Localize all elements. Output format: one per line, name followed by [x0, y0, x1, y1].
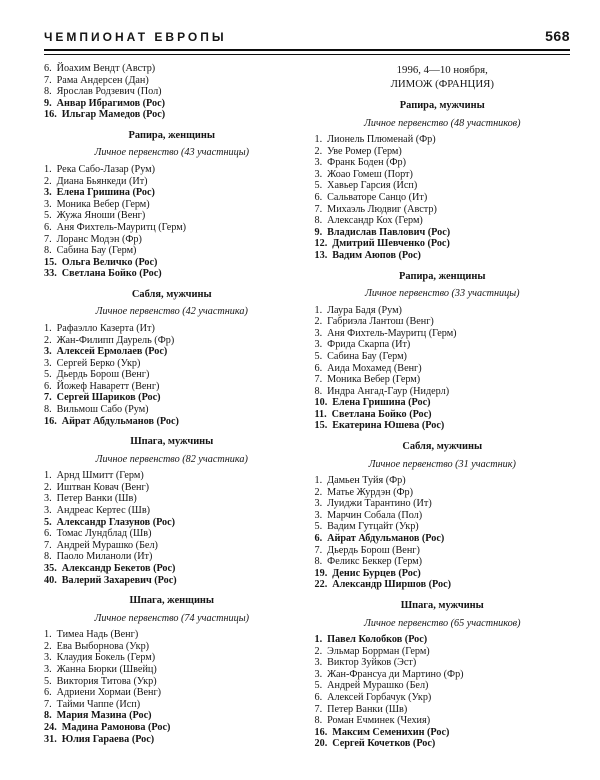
item-name: Елена Гришина (Рос) — [56, 187, 155, 199]
item-rank: 8. — [44, 551, 52, 563]
result-list — [315, 475, 571, 591]
item-rank: 3. — [44, 198, 52, 210]
item-rank: 3. — [44, 187, 52, 199]
section-subheading: Личное первенство (42 участника) — [95, 306, 248, 318]
dateline-line: 1996, 4—10 ноября, — [396, 64, 488, 76]
item-rank: 15. — [314, 420, 328, 432]
item-name: Жанна Бюрки (Швейц) — [56, 663, 157, 675]
item-name: Йожеф Наваретт (Венг) — [56, 380, 160, 392]
list-item — [44, 687, 300, 699]
list-item — [315, 634, 571, 646]
item-rank: 35. — [44, 563, 57, 574]
item-name: Фрида Скарпа (Ит) — [327, 339, 411, 351]
item-rank: 20. — [314, 738, 328, 750]
item-rank: 2. — [314, 316, 323, 328]
item-rank: 5. — [44, 210, 52, 222]
item-rank: 7. — [44, 698, 52, 710]
dateline-line: ЛИМОЖ (ФРАНЦИЯ) — [390, 77, 494, 90]
item-name: Моника Вебер (Герм) — [56, 198, 150, 210]
item-rank: 3. — [44, 346, 52, 358]
list-item — [315, 339, 571, 351]
item-name: Хавьер Гарсия (Исп) — [327, 180, 418, 192]
section-subheading: Личное первенство (65 участников) — [364, 617, 521, 629]
result-list — [44, 323, 300, 427]
item-rank: 5. — [44, 516, 52, 528]
item-rank: 3. — [44, 505, 52, 517]
item-name: Роман Ечминек (Чехия) — [327, 715, 431, 727]
item-name: Моника Вебер (Герм) — [327, 374, 421, 386]
list-item — [315, 475, 571, 487]
item-rank: 2. — [44, 175, 52, 187]
section-heading: Сабля, мужчины — [402, 441, 483, 453]
list-item — [315, 579, 571, 591]
list-item — [44, 676, 300, 688]
list-item — [44, 164, 300, 176]
item-rank: 1. — [314, 634, 323, 645]
result-list — [44, 629, 300, 745]
item-rank: 5. — [314, 680, 323, 692]
item-name: Ева Выборнова (Укр) — [56, 640, 150, 652]
list-item — [315, 545, 571, 557]
item-rank: 6. — [314, 533, 323, 545]
item-name: Йоахим Вендт (Австр) — [56, 63, 156, 74]
item-name: Вильмош Сабо (Рум) — [56, 404, 149, 416]
list-item — [315, 556, 571, 568]
list-item — [315, 169, 571, 181]
item-name: Уве Ромер (Герм) — [327, 145, 402, 157]
item-rank: 7. — [314, 703, 323, 715]
item-name: Диана Бьянкеди (Ит) — [56, 175, 148, 187]
item-rank: 2. — [314, 145, 323, 157]
item-name: Габриэла Лантош (Венг) — [327, 316, 434, 328]
item-name: Марчин Собала (Пол) — [327, 509, 423, 521]
list-item — [315, 157, 571, 169]
list-item — [315, 397, 571, 409]
list-item — [315, 227, 571, 239]
list-item — [315, 487, 571, 499]
list-item — [315, 646, 571, 658]
item-rank: 6. — [44, 687, 52, 699]
list-item — [315, 657, 571, 669]
item-name: Лаура Бадя (Рум) — [327, 304, 402, 316]
item-name: Сальваторе Санцо (Ит) — [327, 191, 428, 203]
item-name: Арнд Шмитт (Герм) — [56, 470, 144, 482]
item-name: Павел Колобков (Рос) — [327, 634, 428, 645]
section-heading: Шпага, мужчины — [130, 436, 214, 448]
item-name: Ильгар Мамедов (Рос) — [61, 109, 166, 121]
list-item — [315, 521, 571, 533]
item-rank: 8. — [314, 215, 323, 227]
item-name: Айрат Абдульманов (Рос) — [61, 415, 179, 427]
list-item — [315, 715, 571, 727]
item-name: Вадим Гутцайт (Укр) — [327, 521, 419, 533]
list-item — [44, 416, 300, 428]
section-heading: Рапира, женщины — [399, 270, 486, 282]
item-name: Вадим Аюпов (Рос) — [332, 249, 421, 261]
item-rank: 3. — [314, 509, 323, 521]
item-rank: 3. — [314, 657, 323, 669]
item-name: Андрей Мурашко (Бел) — [56, 539, 158, 551]
item-name: Луиджи Тарантино (Ит) — [327, 498, 432, 510]
list-item — [315, 134, 571, 146]
list-item — [315, 374, 571, 386]
content-columns — [44, 63, 570, 750]
item-rank: 2. — [44, 640, 52, 652]
item-name: Виктория Титова (Укр) — [56, 675, 157, 687]
chapter-title: ЧЕМПИОНАТ ЕВРОПЫ — [44, 30, 227, 44]
page-number: 568 — [545, 28, 570, 44]
list-item — [315, 568, 571, 580]
list-item — [315, 669, 571, 681]
result-list — [315, 634, 571, 750]
item-name: Жан-Франсуа ди Мартино (Фр) — [327, 668, 464, 680]
item-rank: 3. — [314, 168, 323, 180]
item-name: Мария Мазина (Рос) — [56, 710, 152, 722]
list-item — [315, 180, 571, 192]
list-item — [44, 664, 300, 676]
item-name: Лоранс Модэн (Фр) — [56, 233, 142, 245]
list-item — [315, 250, 571, 262]
item-name: Аня Фихтель-Мауритц (Герм) — [56, 221, 187, 233]
item-name: Виктор Зуйков (Эст) — [327, 657, 417, 669]
item-name: Сергей Берко (Укр) — [56, 357, 141, 369]
item-name: Паоло Миланоли (Ит) — [56, 551, 153, 563]
item-rank: 6. — [314, 362, 323, 374]
item-name: Александр Глазунов (Рос) — [56, 516, 176, 528]
list-item — [44, 75, 300, 87]
page-header — [44, 28, 570, 49]
list-item — [44, 381, 300, 393]
list-item — [315, 680, 571, 692]
section-heading: Шпага, мужчины — [400, 600, 484, 611]
item-rank: 40. — [44, 574, 57, 586]
item-rank: 1. — [44, 629, 52, 641]
item-name: Лионель Плюменай (Фр) — [327, 134, 436, 145]
item-rank: 8. — [314, 715, 323, 727]
item-name: Алексей Ермолаев (Рос) — [56, 346, 168, 358]
list-item — [315, 328, 571, 340]
item-name: Александр Кох (Герм) — [327, 215, 423, 227]
item-name: Дьердь Борош (Венг) — [56, 369, 150, 381]
item-name: Адриени Хормаи (Венг) — [56, 687, 162, 699]
column-left — [44, 63, 300, 750]
item-rank: 9. — [314, 226, 323, 238]
item-name: Рафаэлло Казерта (Ит) — [56, 322, 155, 334]
section-heading: Рапира, мужчины — [399, 100, 485, 111]
list-item — [315, 204, 571, 216]
list-item — [44, 176, 300, 188]
item-name: Айрат Абдульманов (Рос) — [327, 533, 445, 545]
item-rank: 2. — [44, 481, 52, 493]
item-name: Ярослав Родзевич (Пол) — [56, 86, 162, 98]
list-item — [315, 146, 571, 158]
item-rank: 3. — [314, 339, 323, 351]
list-item — [44, 358, 300, 370]
item-rank: 8. — [44, 710, 52, 722]
section-heading: Сабля, мужчины — [131, 288, 212, 300]
section-subheading: Личное первенство (74 участницы) — [94, 612, 250, 624]
item-name: Алексей Горбачук (Укр) — [327, 691, 432, 703]
item-rank: 8. — [44, 245, 52, 257]
section-subheading: Личное первенство (31 участник) — [368, 458, 516, 470]
item-name: Сергей Кочетков (Рос) — [332, 738, 436, 750]
result-list — [44, 470, 300, 586]
item-rank: 22. — [314, 579, 328, 591]
list-item — [44, 404, 300, 416]
item-name: Жужа Яноши (Венг) — [56, 210, 146, 222]
list-item — [44, 369, 300, 381]
list-item — [315, 727, 571, 739]
item-rank: 16. — [44, 109, 57, 121]
item-rank: 1. — [44, 163, 52, 175]
section-heading: Рапира, женщины — [128, 129, 215, 141]
item-rank: 6. — [314, 691, 323, 703]
item-name: Светлана Бойко (Рос) — [331, 408, 432, 420]
item-name: Валерий Захаревич (Рос) — [61, 574, 177, 586]
item-rank: 15. — [44, 256, 57, 268]
item-name: Мадина Рамонова (Рос) — [61, 721, 171, 733]
item-rank: 3. — [44, 357, 52, 369]
item-rank: 5. — [44, 675, 52, 687]
item-rank: 7. — [44, 392, 52, 404]
item-name: Светлана Бойко (Рос) — [61, 268, 162, 280]
item-name: Екатерина Юшева (Рос) — [332, 420, 445, 432]
item-rank: 31. — [44, 733, 57, 745]
list-item — [315, 420, 571, 432]
item-rank: 3. — [44, 493, 52, 505]
list-item — [44, 734, 300, 746]
list-item — [44, 210, 300, 222]
item-rank: 1. — [44, 322, 52, 334]
item-rank: 5. — [314, 521, 323, 533]
list-item — [44, 268, 300, 280]
item-rank: 5. — [314, 180, 323, 192]
section-subheading: Личное первенство (48 участников) — [364, 117, 521, 129]
item-rank: 9. — [44, 97, 52, 109]
list-item — [315, 533, 571, 545]
item-rank: 33. — [44, 268, 57, 280]
list-item — [44, 86, 300, 98]
list-item — [44, 575, 300, 587]
item-rank: 7. — [44, 539, 52, 551]
list-item — [44, 652, 300, 664]
item-name: Тимеа Надь (Венг) — [56, 629, 139, 641]
item-rank: 2. — [44, 334, 52, 346]
item-rank: 13. — [314, 249, 328, 261]
item-name: Тайми Чаппе (Исп) — [56, 698, 141, 710]
header-rule — [44, 49, 570, 55]
list-item — [44, 392, 300, 404]
item-rank: 8. — [44, 404, 52, 416]
list-item — [44, 470, 300, 482]
result-list — [44, 63, 300, 121]
item-rank: 16. — [314, 726, 328, 738]
list-item — [315, 704, 571, 716]
item-name: Александр Бекетов (Рос) — [61, 563, 176, 574]
item-name: Томас Лундблад (Шв) — [56, 528, 152, 540]
list-item — [44, 323, 300, 335]
item-rank: 16. — [44, 415, 57, 427]
result-list — [44, 164, 300, 280]
result-list — [315, 134, 571, 262]
item-name: Юлия Гараева (Рос) — [61, 733, 155, 745]
event-dateline — [315, 64, 571, 91]
list-item — [44, 482, 300, 494]
list-item — [44, 710, 300, 722]
item-name: Франк Боден (Фр) — [327, 157, 407, 169]
item-rank: 1. — [44, 470, 52, 482]
item-name: Индра Ангад-Гаур (Нидерл) — [327, 385, 450, 397]
list-item — [44, 63, 300, 75]
list-item — [315, 215, 571, 227]
item-rank: 3. — [314, 157, 323, 169]
item-name: Александр Ширшов (Рос) — [332, 579, 452, 591]
item-rank: 3. — [314, 668, 323, 680]
column-right — [315, 63, 571, 750]
item-rank: 8. — [314, 385, 323, 397]
item-rank: 8. — [44, 86, 52, 98]
item-rank: 3. — [314, 327, 323, 339]
item-rank: 2. — [314, 645, 323, 657]
item-name: Дамьен Туйя (Фр) — [327, 475, 406, 487]
list-item — [44, 722, 300, 734]
item-name: Феликс Беккер (Герм) — [327, 556, 422, 568]
item-name: Петер Ванки (Шв) — [327, 703, 408, 715]
item-rank: 3. — [314, 498, 323, 510]
list-item — [44, 641, 300, 653]
item-rank: 19. — [314, 567, 328, 579]
item-name: Жоао Гомеш (Порт) — [327, 168, 413, 180]
item-rank: 6. — [44, 221, 52, 233]
list-item — [44, 540, 300, 552]
item-rank: 7. — [44, 233, 52, 245]
item-rank: 7. — [44, 74, 52, 86]
item-rank: 7. — [314, 203, 323, 215]
list-item — [315, 316, 571, 328]
list-item — [315, 510, 571, 522]
item-name: Максим Семенихин (Рос) — [332, 726, 450, 738]
list-item — [315, 305, 571, 317]
item-rank: 3. — [44, 652, 52, 664]
list-item — [315, 351, 571, 363]
item-name: Сабина Бау (Герм) — [327, 350, 407, 362]
item-rank: 6. — [44, 380, 52, 392]
item-name: Сабина Бау (Герм) — [56, 245, 137, 257]
item-name: Дьердь Борош (Венг) — [327, 544, 420, 556]
section-subheading: Личное первенство (33 участницы) — [364, 288, 520, 300]
list-item — [44, 245, 300, 257]
item-name: Клаудия Бокель (Герм) — [56, 652, 156, 664]
item-name: Река Сабо-Лазар (Рум) — [56, 163, 156, 175]
list-item — [44, 199, 300, 211]
item-rank: 6. — [314, 191, 323, 203]
list-item — [44, 222, 300, 234]
list-item — [44, 629, 300, 641]
item-rank: 10. — [314, 397, 328, 409]
list-item — [44, 493, 300, 505]
list-item — [315, 386, 571, 398]
item-name: Денис Бурцев (Рос) — [332, 567, 421, 579]
section-subheading: Личное первенство (82 участника) — [95, 453, 248, 465]
item-name: Дмитрий Шевченко (Рос) — [332, 238, 450, 250]
item-rank: 7. — [314, 374, 323, 386]
list-item — [44, 551, 300, 563]
list-item — [44, 346, 300, 358]
item-name: Владислав Павлович (Рос) — [327, 226, 451, 238]
list-item — [44, 234, 300, 246]
item-rank: 8. — [314, 556, 323, 568]
section-heading: Шпага, женщины — [129, 595, 215, 607]
list-item — [44, 187, 300, 199]
list-item — [315, 238, 571, 250]
item-name: Петер Ванки (Шв) — [56, 493, 137, 505]
list-item — [44, 563, 300, 575]
item-rank: 6. — [44, 528, 52, 540]
list-item — [44, 528, 300, 540]
list-item — [315, 192, 571, 204]
list-item — [315, 498, 571, 510]
item-rank: 5. — [314, 350, 323, 362]
list-item — [315, 363, 571, 375]
item-name: Андреас Кертес (Шв) — [56, 505, 151, 517]
item-rank: 1. — [314, 134, 323, 145]
item-rank: 1. — [314, 475, 323, 487]
item-rank: 7. — [314, 544, 323, 556]
result-list — [315, 305, 571, 433]
item-rank: 12. — [314, 238, 328, 250]
item-name: Иштван Ковач (Венг) — [56, 481, 150, 493]
list-item — [44, 699, 300, 711]
item-rank: 24. — [44, 721, 57, 733]
item-name: Рама Андерсен (Дан) — [56, 74, 149, 86]
list-item — [44, 505, 300, 517]
list-item — [44, 98, 300, 110]
list-item — [44, 257, 300, 269]
list-item — [315, 738, 571, 750]
item-name: Андрей Мурашко (Бел) — [327, 680, 429, 692]
list-item — [44, 517, 300, 529]
item-name: Эльмар Боррман (Герм) — [327, 645, 430, 657]
item-rank: 1. — [314, 304, 323, 316]
item-name: Аида Мохамед (Венг) — [327, 362, 422, 374]
item-name: Ольга Величко (Рос) — [61, 256, 158, 268]
list-item — [44, 109, 300, 121]
item-name: Елена Гришина (Рос) — [332, 397, 431, 409]
item-name: Михаэль Людвиг (Австр) — [327, 203, 437, 215]
item-name: Сергей Шариков (Рос) — [56, 392, 161, 404]
item-rank: 3. — [44, 663, 52, 675]
list-item — [315, 692, 571, 704]
item-rank: 11. — [314, 408, 327, 420]
item-name: Матье Журдэн (Фр) — [327, 486, 414, 498]
list-item — [44, 335, 300, 347]
item-rank: 6. — [44, 63, 52, 74]
item-name: Аня Фихтель-Мауритц (Герм) — [327, 327, 457, 339]
list-item — [315, 409, 571, 421]
item-rank: 5. — [44, 369, 52, 381]
item-rank: 2. — [314, 486, 323, 498]
item-name: Жан-Филипп Даурель (Фр) — [56, 334, 175, 346]
section-subheading: Личное первенство (43 участницы) — [94, 147, 250, 159]
item-name: Анвар Ибрагимов (Рос) — [56, 97, 166, 109]
